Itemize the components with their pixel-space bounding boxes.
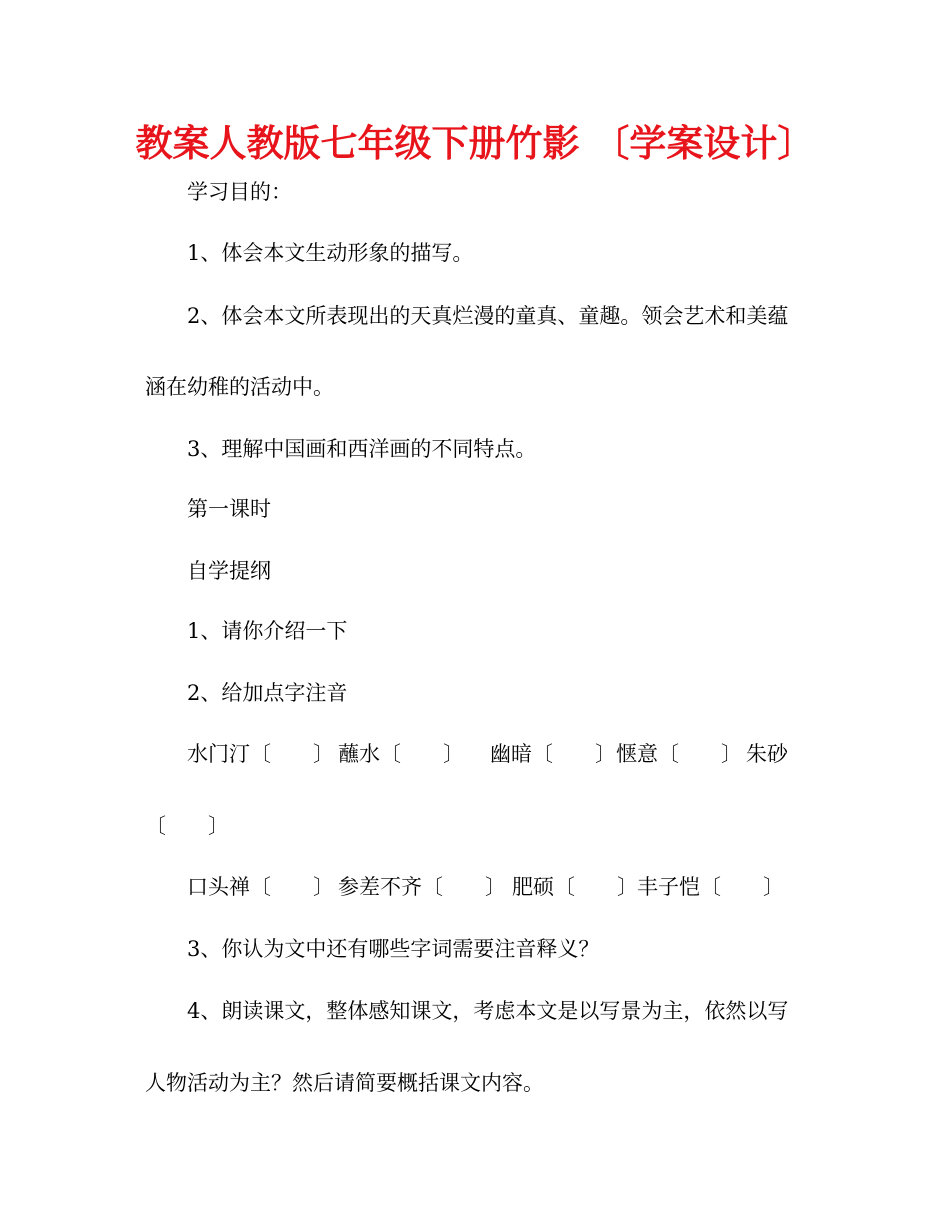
goal-1: 1、体会本文生动形象的描写。 [187, 241, 474, 265]
goal-2-line-2: 涵在幼稚的活动中。 [145, 375, 334, 399]
question-1: 1、请你介绍一下 [187, 619, 348, 643]
pinyin-item: 水门汀〔 〕 [187, 742, 334, 766]
pinyin-item: 惬意〔 〕 [616, 742, 742, 766]
pinyin-item: 参差不齐〔 〕 [338, 875, 506, 899]
pinyin-item: 幽暗〔 〕 [490, 742, 616, 766]
pinyin-item: 丰子恺〔 〕 [637, 875, 784, 899]
goal-3: 3、理解中国画和西洋画的不同特点。 [187, 437, 537, 461]
question-4-line-2: 人物活动为主？然后请简要概括课文内容。 [145, 1071, 544, 1095]
goal-2-line-1: 2、体会本文所表现出的天真烂漫的童真、童趣。领会艺术和美蕴 [187, 304, 789, 328]
pinyin-item: 朱砂 [746, 742, 788, 766]
pinyin-item: 口头禅〔 〕 [187, 875, 334, 899]
pinyin-item: 肥硕〔 〕 [512, 875, 638, 899]
question-2: 2、给加点字注音 [187, 681, 348, 705]
pinyin-item: 蘸水〔 〕 [338, 742, 464, 766]
lesson-heading: 第一课时 [187, 497, 271, 521]
outline-heading: 自学提纲 [187, 559, 271, 583]
document-title: 教案人教版七年级下册竹影 〔学案设计〕 [135, 122, 815, 165]
pinyin-row-1-continuation: 〔 〕 [145, 814, 229, 838]
goals-heading: 学习目的： [187, 180, 292, 204]
question-3: 3、你认为文中还有哪些字词需要注音释义？ [187, 937, 600, 961]
question-4-line-1: 4、朗读课文，整体感知课文，考虑本文是以写景为主，依然以写 [187, 999, 789, 1023]
